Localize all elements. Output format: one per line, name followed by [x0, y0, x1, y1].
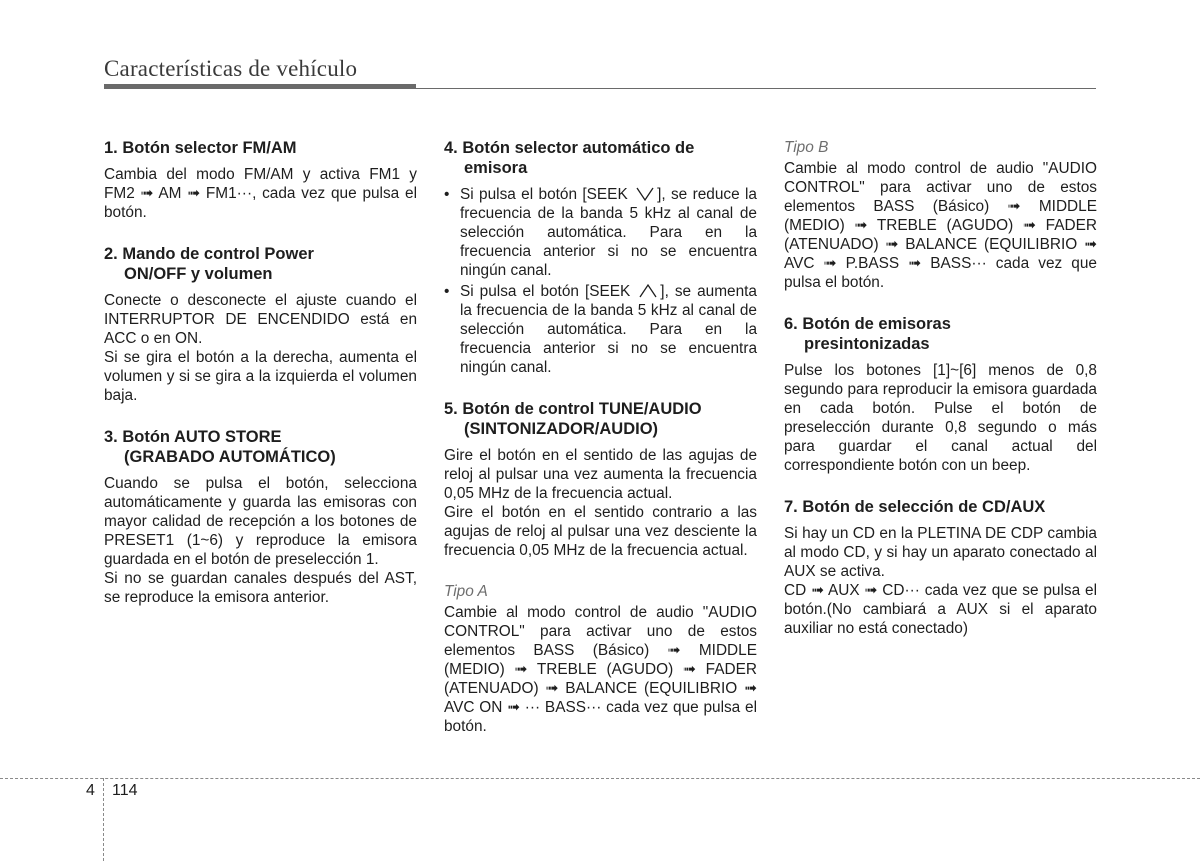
bullet-text-post: ], se aumenta la frecuencia de la banda 5 kHz al canal de selección automática. Para en la frecuencia anterior si no se encuentra ningún canal. — [460, 283, 757, 376]
seek-up-chevron-icon — [638, 283, 658, 299]
section-tipo-b — [784, 138, 1097, 292]
section-tune-audio — [444, 399, 757, 560]
column-2 — [444, 138, 757, 758]
section-title — [444, 138, 757, 178]
section-seek-selector — [444, 138, 757, 377]
column-1 — [104, 138, 417, 629]
section-text: Pulse los botones [1]~[6] menos de 0,8 segundo para reproducir la emisora guardada en cada botón. Pulse el botón de preselección durante 0,8 segundo o más para guardar el canal actual del correspondiente botón con un beep. — [784, 362, 1097, 474]
bullet-text-pre: Si pulsa el botón [SEEK — [460, 186, 628, 203]
section-title-line1: 3. Botón AUTO STORE — [104, 428, 282, 446]
section-text: Gire el botón en el sentido de las agujas de reloj al pulsar una vez aumenta la frecuencia 0,05 MHz de la frecuencia actual. — [444, 447, 757, 502]
section-title-line2: ON/OFF y volumen — [124, 265, 273, 283]
section-text: CD ➟ AUX ➟ CD··· cada vez que se pulsa el botón.(No cambiará a AUX si el aparato auxiliar no está conectado) — [784, 582, 1097, 637]
page-number: 114 — [112, 782, 138, 799]
section-text: Cambie al modo control de audio "AUDIO CONTROL" para activar uno de estos elementos BASS (Básico) ➟ MIDDLE (MEDIO) ➟ TREBLE (AGUDO) ➟ FADER (ATENUADO) ➟ BALANCE (EQUILIBRIO ➟ AVC ON ➟ ··· BASS··· cada vez que pulsa el botón. — [444, 604, 757, 735]
section-preset-stations — [784, 314, 1097, 475]
page-header-title: Características de vehículo — [104, 56, 358, 81]
section-fm-am-selector — [104, 138, 417, 222]
section-text: Si no se guardan canales después del AST, se reproduce la emisora anterior. — [104, 570, 417, 606]
section-title-line1: 5. Botón de control TUNE/AUDIO — [444, 400, 702, 418]
list-item — [444, 185, 757, 280]
seek-bullet-list — [444, 185, 757, 377]
section-text: Cambia del modo FM/AM y activa FM1 y FM2 ➟ AM ➟ FM1···, cada vez que pulsa el botón. — [104, 166, 417, 221]
footer-divider — [0, 778, 1200, 779]
header-rule-thick — [104, 84, 416, 89]
section-title-line1: 4. Botón selector automático de — [444, 139, 695, 157]
list-item — [444, 282, 757, 377]
subsection-label: Tipo B — [784, 139, 829, 156]
section-power-volume — [104, 244, 417, 405]
section-tipo-a — [444, 582, 757, 736]
section-title — [784, 314, 1097, 354]
section-text: Cambie al modo control de audio "AUDIO CONTROL" para activar uno de estos elementos BASS (Básico) ➟ MIDDLE (MEDIO) ➟ TREBLE (AGUDO) ➟ FADER (ATENUADO) ➟ BALANCE (EQUILIBRIO ➟ AVC ➟ P.BASS ➟ BASS··· cada vez que pulsa el botón. — [784, 160, 1097, 291]
section-title-line1: 6. Botón de emisoras — [784, 315, 951, 333]
section-title-line2: emisora — [464, 159, 528, 177]
header-rule-thin — [416, 88, 1096, 89]
section-title-line1: 2. Mando de control Power — [104, 245, 314, 263]
section-text: Conecte o desconecte el ajuste cuando el INTERRUPTOR DE ENCENDIDO está en ACC o en ON. — [104, 292, 417, 347]
subsection-label: Tipo A — [444, 583, 488, 600]
bullet-text-post: ], se reduce la frecuencia de la banda 5 kHz al canal de selección automática. Para en la frecuencia anterior si no se encuentra ningún canal. — [460, 186, 757, 279]
section-cd-aux — [784, 497, 1097, 638]
section-auto-store — [104, 427, 417, 607]
section-title — [104, 427, 417, 467]
column-3 — [784, 138, 1097, 660]
section-title: 7. Botón de selección de CD/AUX — [784, 498, 1046, 516]
seek-down-chevron-icon — [635, 186, 655, 202]
section-text: Gire el botón en el sentido contrario a las agujas de reloj al pulsar una vez desciente la frecuencia 0,05 MHz de la frecuencia actual. — [444, 504, 757, 559]
section-title: 1. Botón selector FM/AM — [104, 139, 297, 157]
chapter-number: 4 — [86, 782, 95, 799]
section-title-line2: (SINTONIZADOR/AUDIO) — [464, 420, 659, 438]
section-title — [444, 399, 757, 439]
footer-vertical-divider — [103, 778, 104, 861]
section-title-line2: presintonizadas — [804, 335, 930, 353]
section-text: Si se gira el botón a la derecha, aumenta el volumen y si se gira a la izquierda el volumen baja. — [104, 349, 417, 404]
section-text: Cuando se pulsa el botón, selecciona automáticamente y guarda las emisoras con mayor calidad de recepción a los botones de PRESET1 (1~6) y reproduce la emisora guardada en el botón de preselección 1. — [104, 475, 417, 568]
bullet-text-pre: Si pulsa el botón [SEEK — [460, 283, 631, 300]
section-title — [104, 244, 417, 284]
section-title-line2: (GRABADO AUTOMÁTICO) — [124, 448, 336, 466]
section-text: Si hay un CD en la PLETINA DE CDP cambia al modo CD, y si hay un aparato conectado al AUX se activa. — [784, 525, 1097, 580]
